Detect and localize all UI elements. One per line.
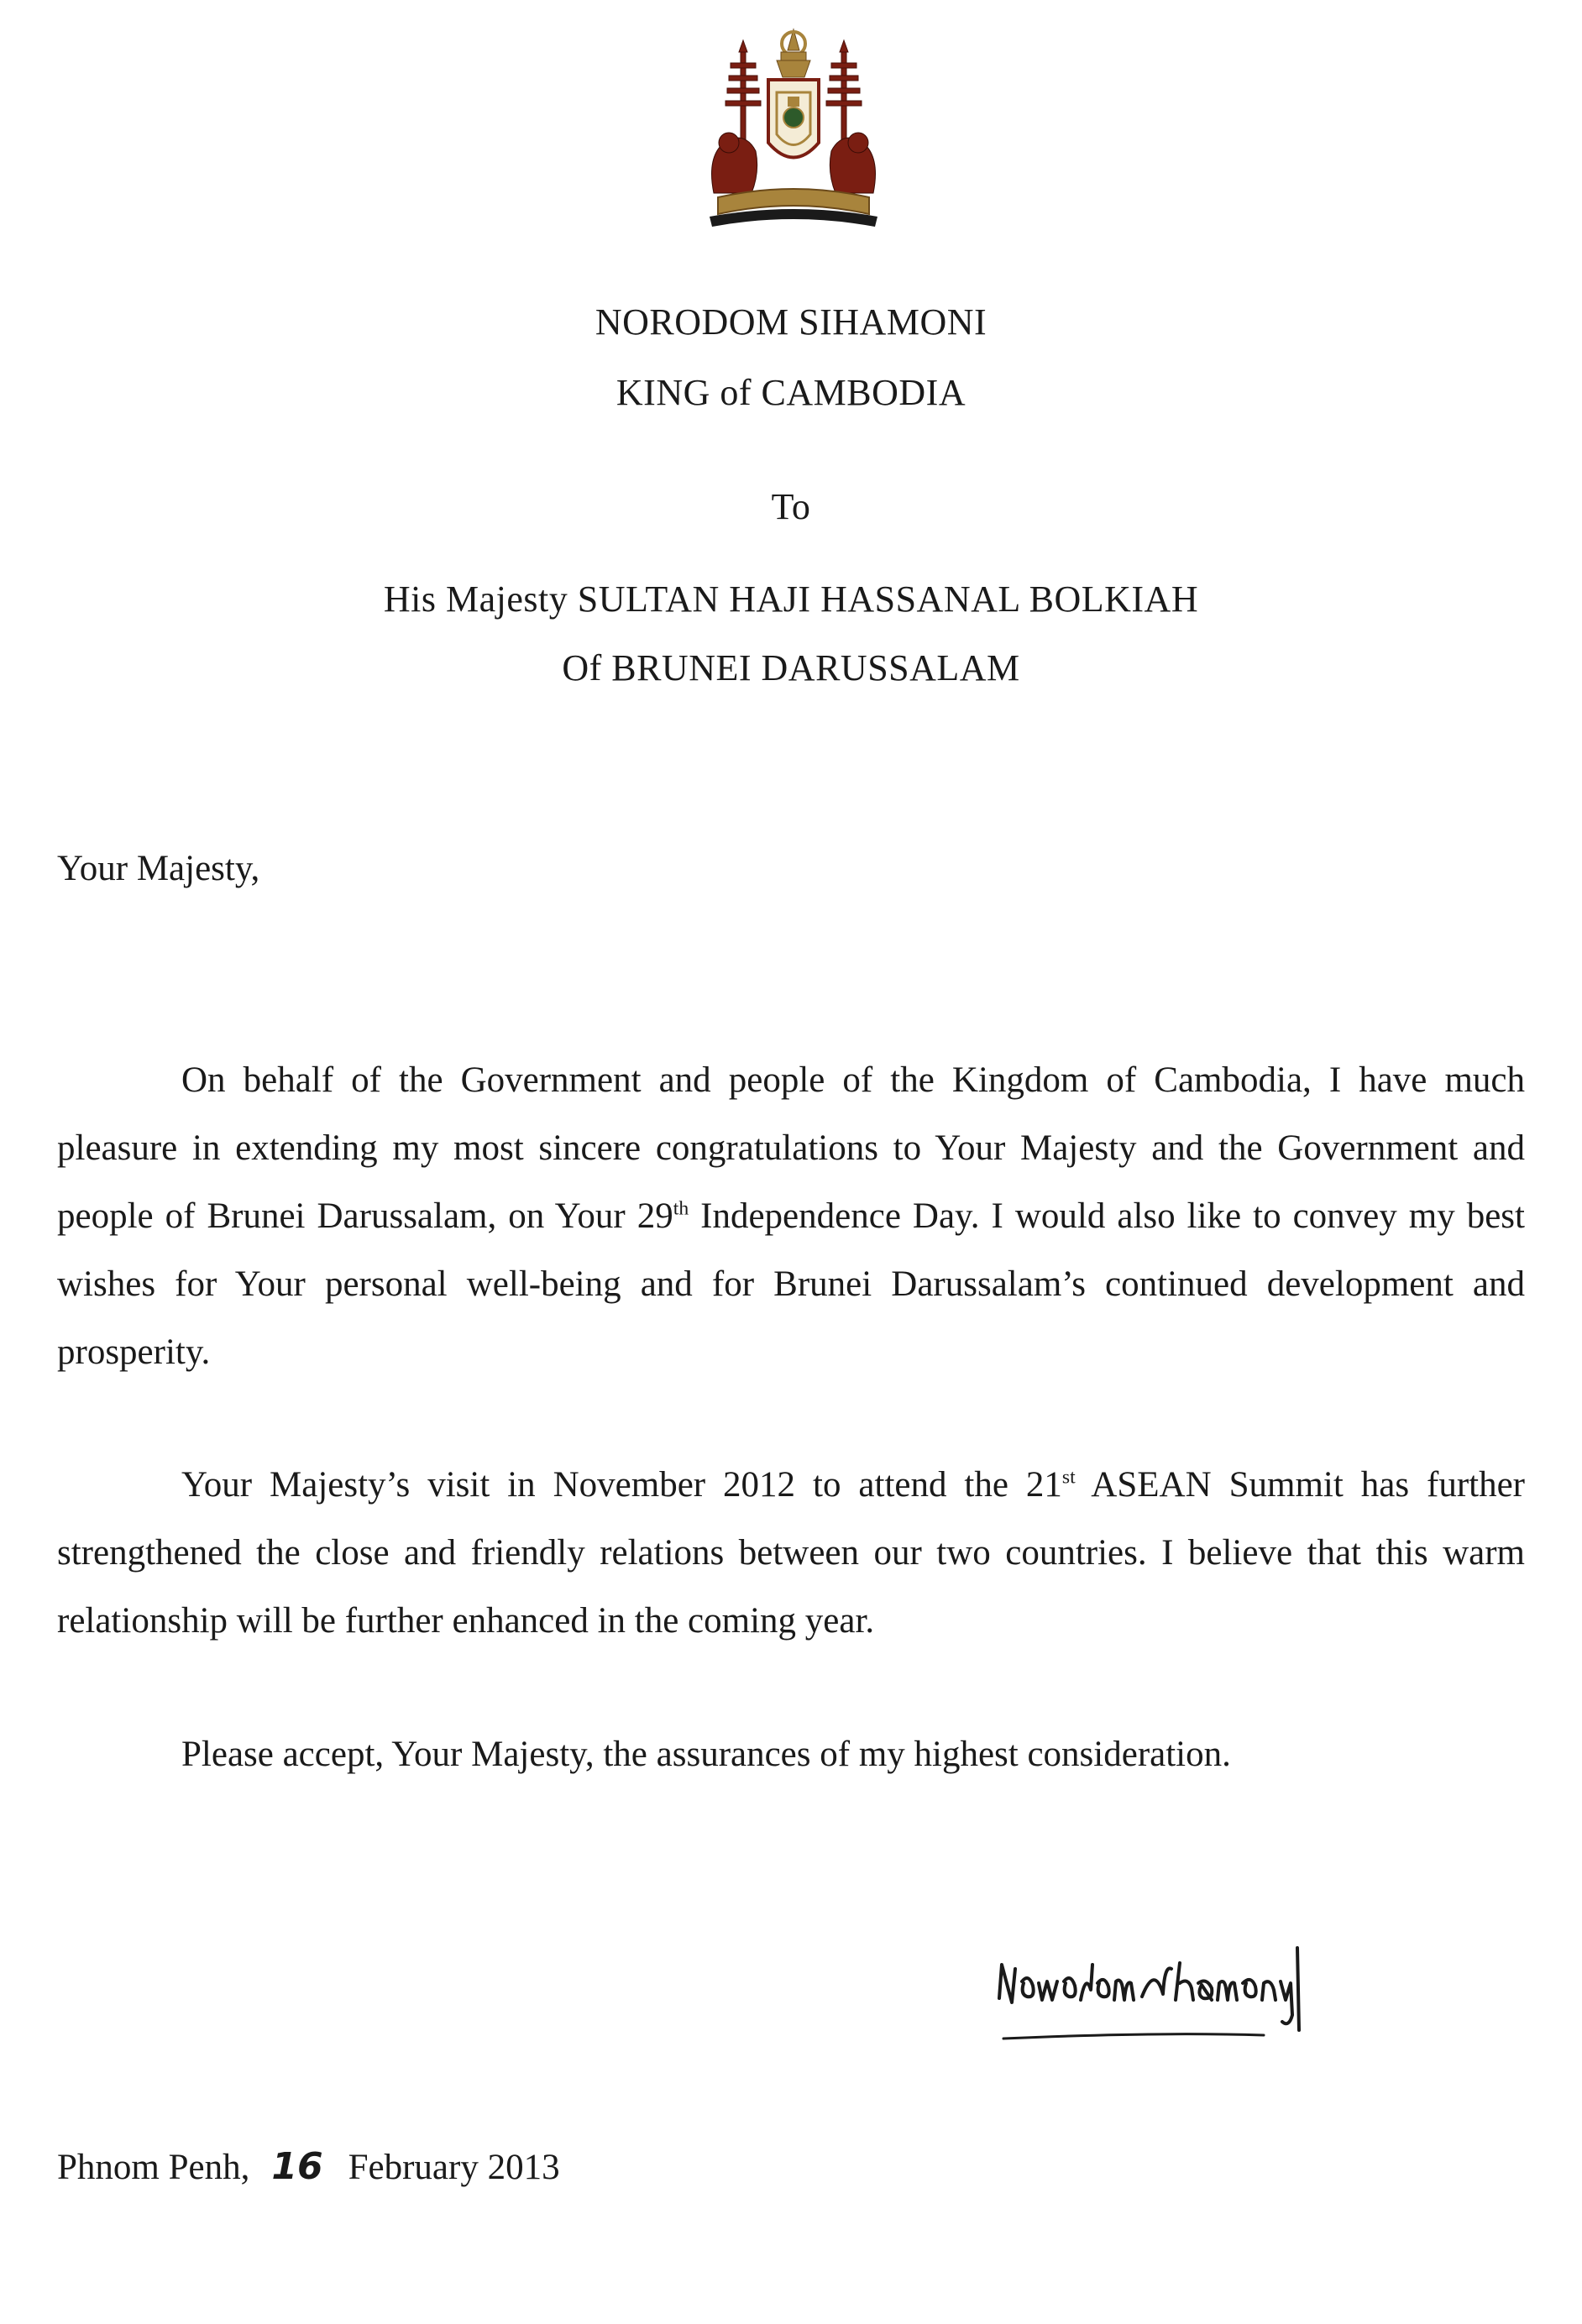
- paragraph-2-text-a: Your Majesty’s visit in November 2012 to attend the 21: [181, 1465, 1062, 1505]
- paragraph-2-text-b: ASEAN Summit has further strengthened the close and friendly relations between our two countries. I believe that this warm relationship will be further enhanced in the coming year.: [57, 1465, 1525, 1641]
- handwritten-day: 16: [271, 2145, 323, 2188]
- sender-title: KING of CAMBODIA: [616, 372, 966, 413]
- place: Phnom Penh,: [57, 2148, 250, 2187]
- paragraph-1-text-a: On behalf of the Government and people of the Kingdom of Cambodia, I have much pleasure in extending my most sincere congratulations to Your Majesty and the Government and people of Brunei Darussalam, on Your 29: [57, 1060, 1525, 1236]
- month-year: February 2013: [348, 2148, 560, 2187]
- paragraph-1-text-b: Independence Day. I would also like to convey my best wishes for Your personal well-being and for Brunei Darussalam’s continued development and prosperity.: [57, 1196, 1525, 1372]
- royal-emblem-icon: [697, 25, 890, 235]
- salutation: Your Majesty,: [57, 849, 260, 888]
- recipient-line-1: His Majesty SULTAN HAJI HASSANAL BOLKIAH: [383, 578, 1199, 620]
- paragraph-2: [57, 1451, 1525, 1655]
- dateline: [57, 2145, 560, 2188]
- paragraph-1: [57, 1046, 1525, 1386]
- ordinal-suffix: th: [673, 1197, 689, 1220]
- to-label: To: [771, 486, 811, 527]
- ordinal-suffix: st: [1061, 1466, 1076, 1489]
- sender-name: NORODOM SIHAMONI: [595, 301, 987, 343]
- signature-image: [987, 1931, 1440, 2065]
- closing-sentence: Please accept, Your Majesty, the assurances of my highest consideration.: [181, 1735, 1231, 1774]
- recipient-line-2: Of BRUNEI DARUSSALAM: [562, 647, 1020, 688]
